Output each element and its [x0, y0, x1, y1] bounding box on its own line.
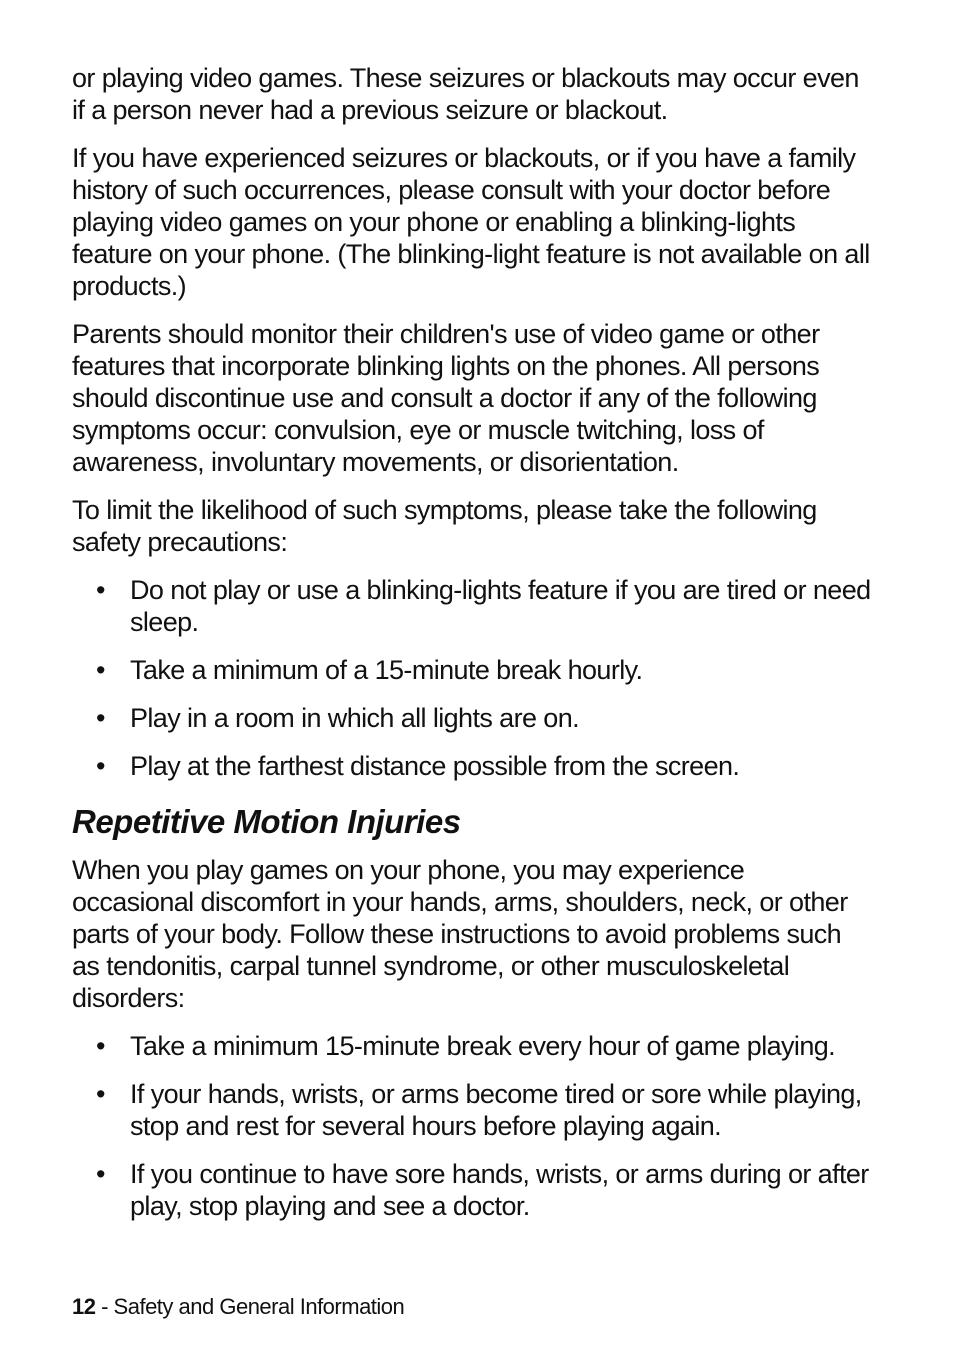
bullet-icon: •: [96, 1159, 105, 1189]
paragraph-consult-doctor: If you have experienced seizures or blackouts, or if you have a family history of such occurrences, please consult with your doctor before playing video games on your phone or enabling a blinking-lights feature on your phone. (The blinking-light feature is not available on all products.): [72, 143, 870, 301]
list-item-text: Do not play or use a blinking-lights feature if you are tired or need sleep.: [130, 575, 871, 637]
bullet-icon: •: [96, 751, 105, 781]
footer-separator: -: [95, 1294, 114, 1319]
page-number: 12: [72, 1294, 96, 1319]
bullet-icon: •: [96, 575, 105, 605]
list-item-text: Take a minimum 15-minute break every hour of game playing.: [130, 1031, 836, 1061]
list-item: [72, 750, 872, 782]
list-item: [72, 574, 872, 638]
page-footer: [72, 1293, 404, 1321]
list-item-text: If you continue to have sore hands, wrists, or arms during or after play, stop playing and see a doctor.: [130, 1159, 869, 1221]
precautions-list: [72, 574, 872, 782]
bullet-icon: •: [96, 1079, 105, 1109]
list-item: [72, 702, 872, 734]
paragraph-seizure-continuation: or playing video games. These seizures or blackouts may occur even if a person never had a previous seizure or blackout.: [72, 63, 859, 125]
list-item-text: Play at the farthest distance possible from the screen.: [130, 751, 740, 781]
list-item-text: If your hands, wrists, or arms become tired or sore while playing, stop and rest for several hours before playing again.: [130, 1079, 862, 1141]
footer-section-title: Safety and General Information: [113, 1294, 405, 1319]
bullet-icon: •: [96, 655, 105, 685]
page-content: [72, 62, 872, 1238]
list-item: [72, 1078, 872, 1142]
paragraph-parents-monitor: Parents should monitor their children's use of video game or other features that incorporate blinking lights on the phones. All persons should discontinue use and consult a doctor if any of the following symptoms occur: convulsion, eye or muscle twitching, loss of awareness, involuntary movements, or disorientation.: [72, 319, 820, 477]
list-item-text: Play in a room in which all lights are on.: [130, 703, 580, 733]
section-heading: Repetitive Motion Injuries: [72, 803, 461, 840]
bullet-icon: •: [96, 703, 105, 733]
list-item: [72, 654, 872, 686]
paragraph-section-intro: When you play games on your phone, you may experience occasional discomfort in your hands, arms, shoulders, neck, or other parts of your body. Follow these instructions to avoid problems such as tendonitis, carpal tunnel syndrome, or other musculoskeletal disorders:: [72, 855, 848, 1013]
bullet-icon: •: [96, 1031, 105, 1061]
repetitive-motion-list: [72, 1030, 872, 1222]
list-item: [72, 1158, 872, 1222]
paragraph-precautions-intro: To limit the likelihood of such symptoms, please take the following safety precautions:: [72, 495, 817, 557]
list-item: [72, 1030, 872, 1062]
list-item-text: Take a minimum of a 15-minute break hourly.: [130, 655, 643, 685]
